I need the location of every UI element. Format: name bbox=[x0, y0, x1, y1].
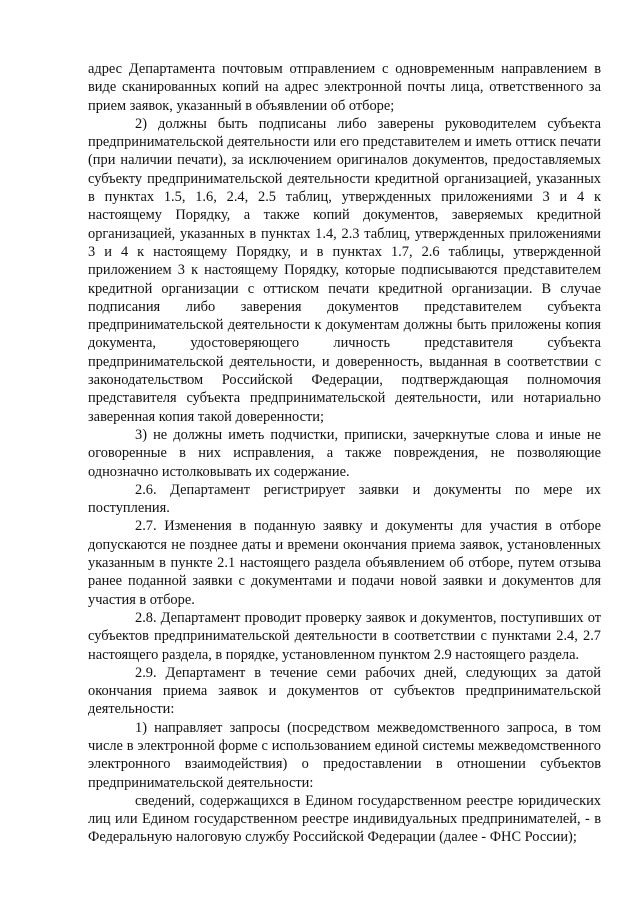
paragraph-address-continuation: адрес Департамента почтовым отправлением с одновременным направлением в виде сканированных копий на адрес электронной почты лица, ответственного за прием заявок, указанный в объявлении об отборе; bbox=[88, 61, 601, 114]
paragraph-2-9-item-1: 1) направляет запросы (посредством межведомственного запроса, в том числе в электронной форме с использованием единой системы межведомственного электронного взаимодействия) о предоставлении в отношении субъектов предпринимательской деятельности: bbox=[88, 719, 601, 791]
document-page bbox=[88, 60, 601, 847]
paragraph-egrul-egrip: сведений, содержащихся в Едином государственном реестре юридических лиц или Едином государственном реестре индивидуальных предпринимателей, - в Федеральную налоговую службу Российской Федерации (далее - ФНС России); bbox=[88, 792, 601, 846]
paragraph-item-3-no-corrections: 3) не должны иметь подчистки, приписки, зачеркнутые слова и иные не оговоренные в них исправления, а также повреждения, не позволяющие однозначно истолковывать их содержание. bbox=[88, 426, 601, 480]
paragraph-2-9: 2.9. Департамент в течение семи рабочих дней, следующих за датой окончания приема заявок и документов от субъектов предпринимательской деятельности: bbox=[88, 664, 601, 718]
paragraph-2-7: 2.7. Изменения в поданную заявку и документы для участия в отборе допускаются не позднее даты и времени окончания приема заявок, установленных указанным в пункте 2.1 настоящего раздела объявлением об отборе, путем отзыва ранее поданной заявки с документами и подачи новой заявки и документов для участия в отборе. bbox=[88, 518, 601, 608]
paragraph-2-6: 2.6. Департамент регистрирует заявки и документы по мере их поступления. bbox=[88, 481, 601, 517]
paragraph-item-2-signing: 2) должны быть подписаны либо заверены руководителем субъекта предпринимательской деятельности или его представителем и иметь оттиск печати (при наличии печати), за исключением оригиналов документов, предоставляемых субъекту предпринимательской деятельности кредитной организацией, указанных в пунктах 1.5, 1.6, 2.4, 2.5 таблиц, утвержденных приложениями 3 и 4 к настоящему Порядку, а также копий документов, заверяемых кредитной организацией, указанных в пунктах 1.4, 2.3 таблиц, утвержденных приложениями 3 и 4 к настоящему Порядку, и в пунктах 1.7, 2.6 таблицы, утвержденной приложением 3 к настоящему Порядку, которые подписываются представителем кредитной организации с оттиском печати кредитной организации. В случае подписания либо заверения документов представителем субъекта предпринимательской деятельности к документам должны быть приложены копия документа, удостоверяющего личность представителя субъекта предпринимательской деятельности, и доверенность, выданная в соответствии с законодательством Российской Федерации, подтверждающая полномочия представителя субъекта предпринимательской деятельности, или нотариально заверенная копия такой доверенности; bbox=[88, 115, 601, 425]
paragraph-2-8: 2.8. Департамент проводит проверку заявок и документов, поступивших от субъектов предпринимательской деятельности в соответствии с пунктами 2.4, 2.7 настоящего раздела, в порядке, установленном пунктом 2.9 настоящего раздела. bbox=[88, 609, 601, 663]
